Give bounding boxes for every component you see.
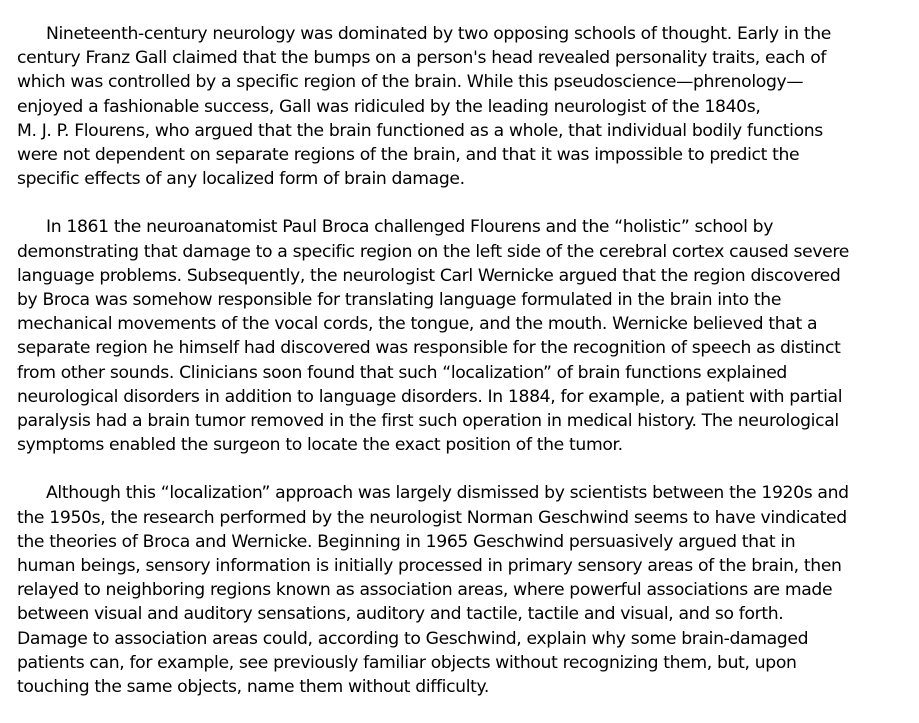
paragraph-line: Damage to association areas could, according to Geschwind, explain why some brain-damaged: [17, 628, 809, 649]
paragraph-line: the 1950s, the research performed by the neurologist Norman Geschwind seems to have vindicated: [17, 507, 847, 528]
paragraph-2: [17, 215, 912, 457]
paragraph-line: from other sounds. Clinicians soon found that such “localization” of brain functions explained: [17, 362, 787, 383]
paragraph-line: relayed to neighboring regions known as association areas, where powerful associations are made: [17, 580, 833, 601]
paragraph-line: M. J. P. Flourens, who argued that the brain functioned as a whole, that individual bodily functions: [17, 120, 823, 141]
paragraph-line: Nineteenth-century neurology was dominated by two opposing schools of thought. Early in the: [46, 24, 832, 44]
paragraph-3: [17, 481, 912, 699]
paragraph-line: neurological disorders in addition to language disorders. In 1884, for example, a patient with partial: [17, 386, 843, 407]
paragraph-line: demonstrating that damage to a specific region on the left side of the cerebral cortex caused severe: [17, 241, 849, 262]
paragraph-line: language problems. Subsequently, the neurologist Carl Wernicke argued that the region discovered: [17, 265, 841, 286]
paragraph-line: In 1861 the neuroanatomist Paul Broca challenged Flourens and the “holistic” school by: [46, 217, 774, 238]
paragraph-line: mechanical movements of the vocal cords, the tongue, and the mouth. Wernicke believed that a: [17, 314, 818, 335]
paragraph-line: which was controlled by a specific region of the brain. While this pseudoscience—phrenology—: [17, 72, 804, 93]
paragraph-line: were not dependent on separate regions of the brain, and that it was impossible to predict the: [17, 145, 800, 166]
paragraph-line: separate region he himself had discovered was responsible for the recognition of speech as distinct: [17, 338, 841, 359]
paragraph-line: specific effects of any localized form of brain damage.: [17, 169, 465, 190]
paragraph-line: Although this “localization” approach was largely dismissed by scientists between the 1920s and: [46, 483, 849, 504]
paragraph-line: enjoyed a fashionable success, Gall was ridiculed by the leading neurologist of the 1840s,: [17, 96, 761, 117]
paragraph-line: century Franz Gall claimed that the bumps on a person's head revealed personality traits, each of: [17, 48, 827, 69]
reading-passage: [17, 22, 912, 723]
paragraph-line: between visual and auditory sensations, auditory and tactile, tactile and visual, and so forth.: [17, 604, 784, 625]
paragraph-line: by Broca was somehow responsible for translating language formulated in the brain into the: [17, 290, 782, 311]
paragraph-line: the theories of Broca and Wernicke. Beginning in 1965 Geschwind persuasively argued that in: [17, 531, 796, 552]
paragraph-1: [17, 22, 912, 191]
paragraph-line: patients can, for example, see previously familiar objects without recognizing them, but, upon: [17, 652, 797, 673]
paragraph-line: human beings, sensory information is initially processed in primary sensory areas of the brain, then: [17, 556, 842, 577]
paragraph-line: symptoms enabled the surgeon to locate the exact position of the tumor.: [17, 435, 623, 456]
paragraph-line: paralysis had a brain tumor removed in the first such operation in medical history. The neurological: [17, 411, 839, 432]
paragraph-line: touching the same objects, name them without difficulty.: [17, 677, 490, 698]
